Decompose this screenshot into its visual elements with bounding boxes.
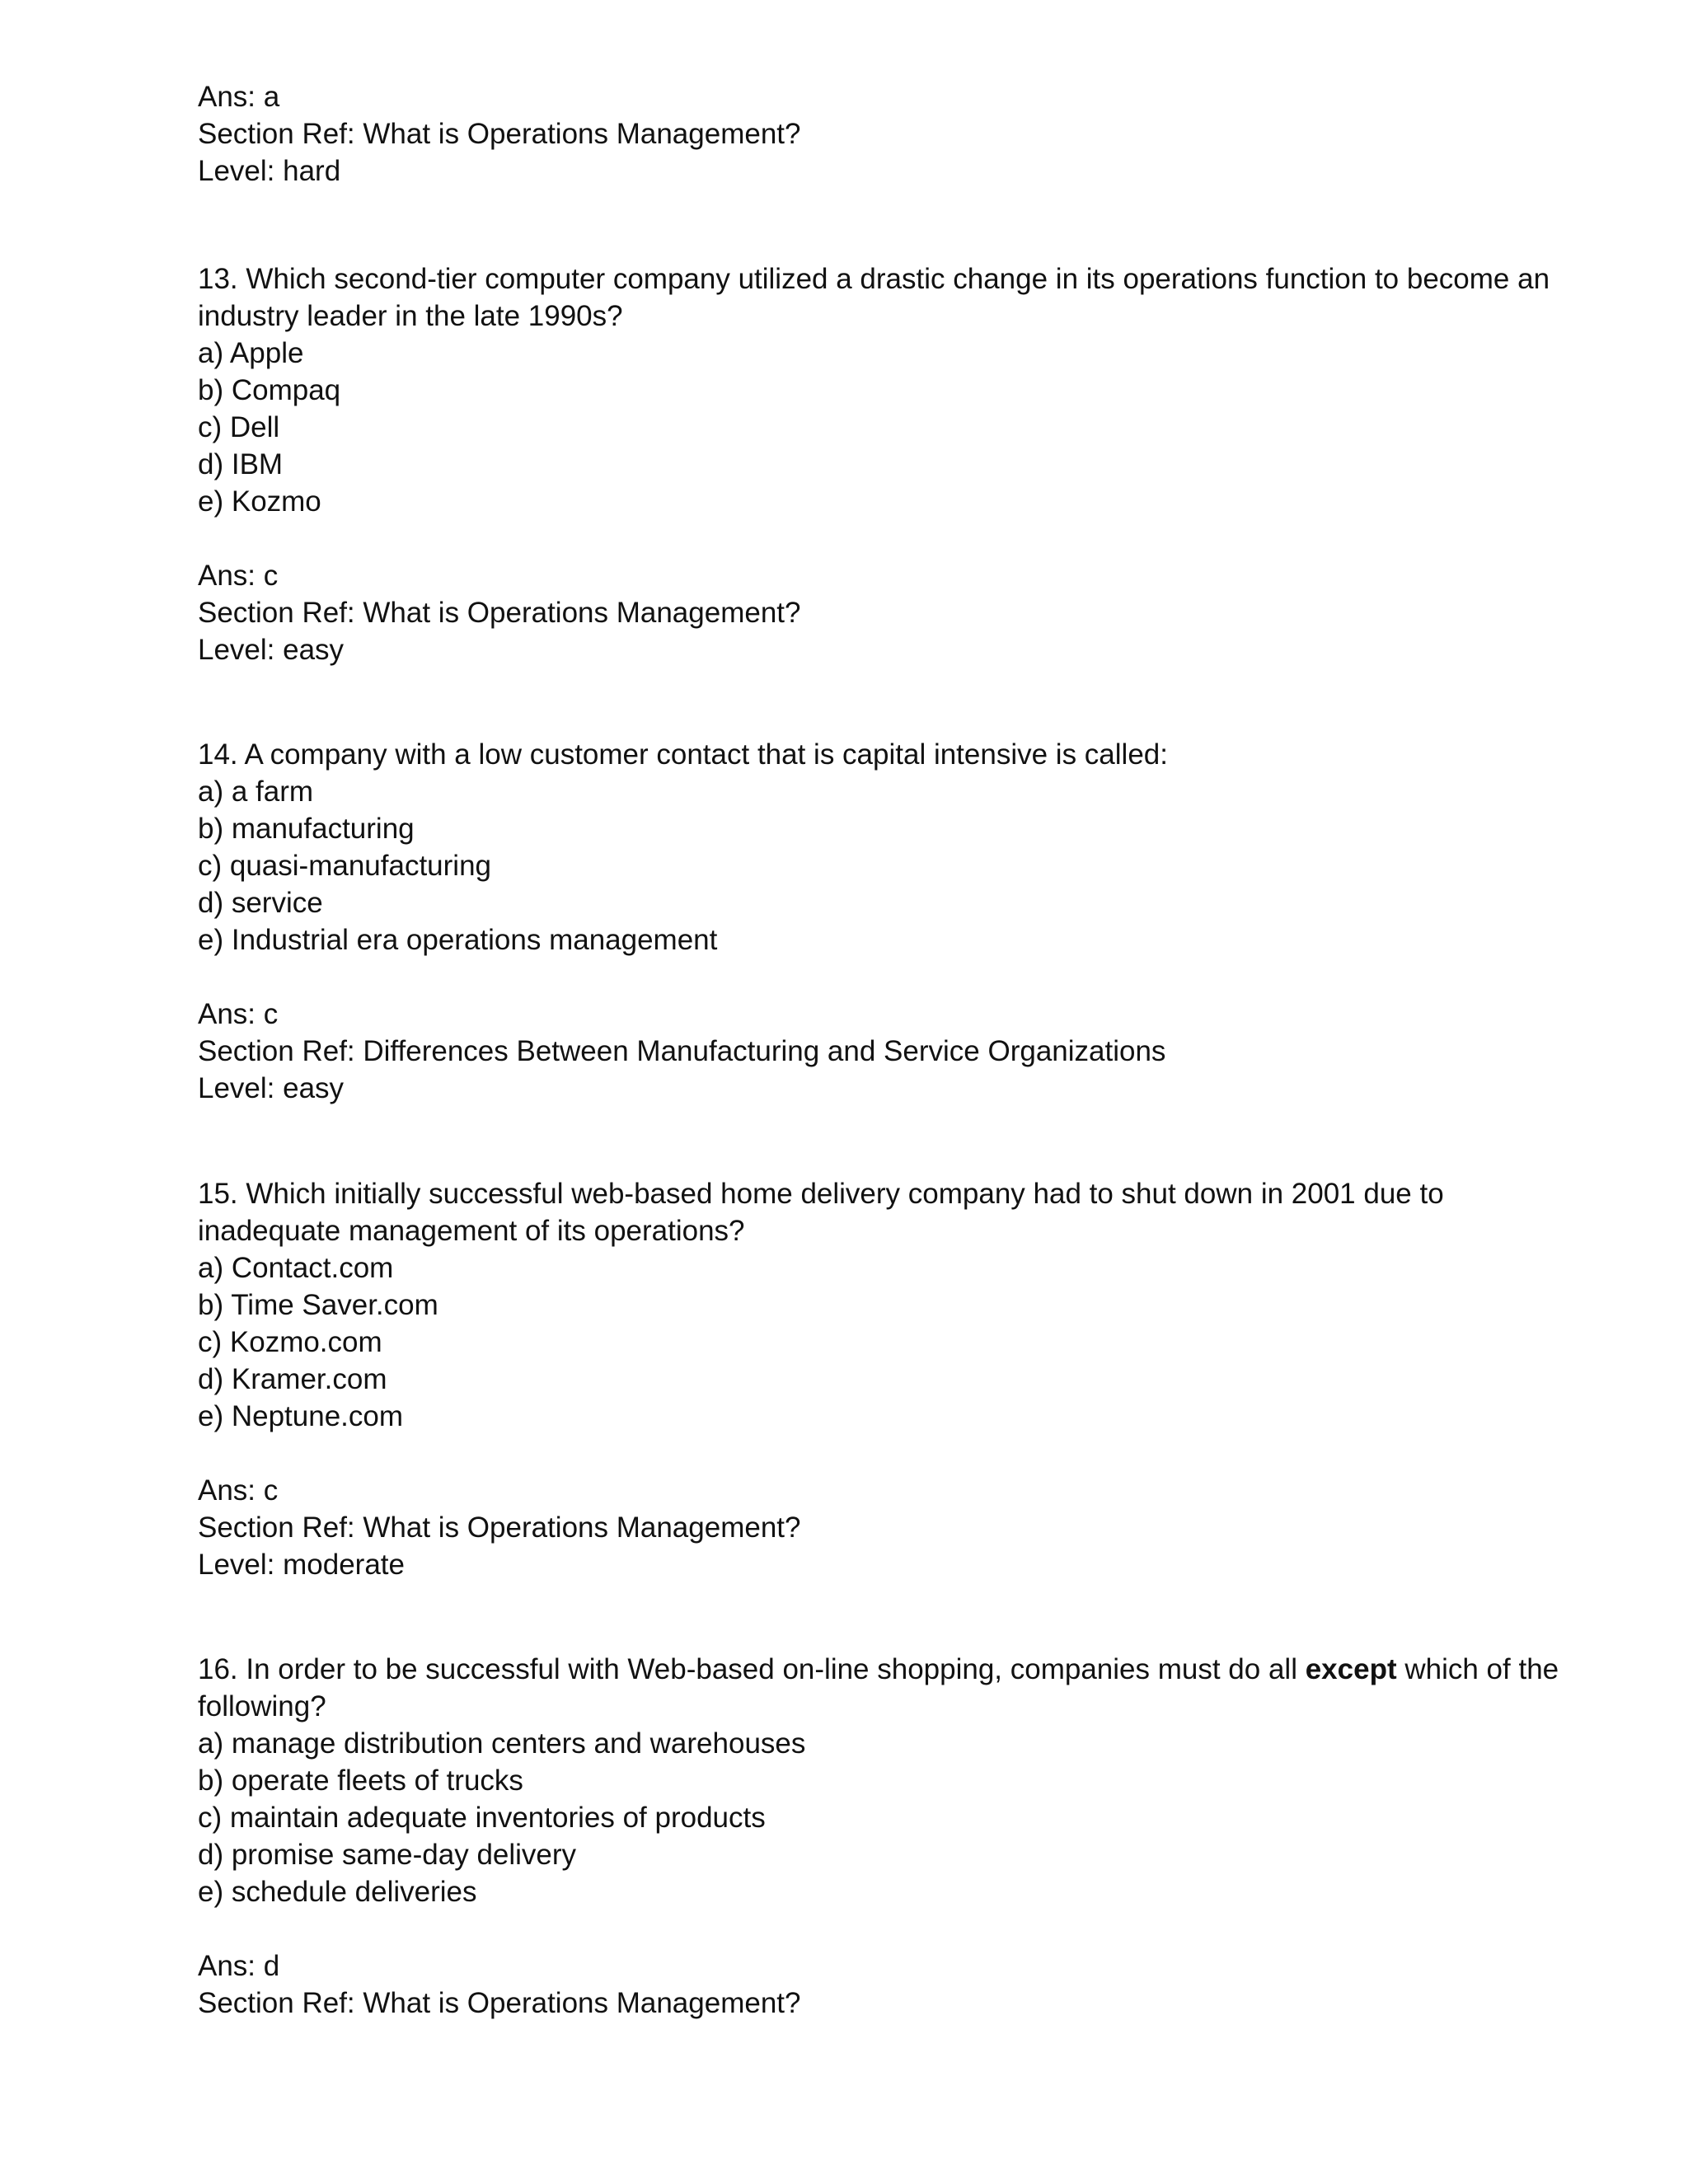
question-15 [198,1175,1444,1583]
section-ref: Section Ref: What is Operations Management? [198,1987,801,2019]
level-text: Level: easy [198,634,345,666]
option-e: e) Kozmo [198,485,321,518]
option-b: b) manufacturing [198,813,415,845]
question-text [198,1651,1559,1688]
question-13 [198,260,1550,668]
level-text: Level: hard [198,155,341,187]
section-ref: Section Ref: What is Operations Management? [198,1511,801,1544]
level-text: Level: easy [198,1072,345,1104]
option-b: b) operate fleets of trucks [198,1765,523,1797]
question-text: 14. A company with a low customer contact that is capital intensive is called: [198,738,1168,771]
option-e: e) schedule deliveries [198,1876,477,1908]
option-e: e) Industrial era operations management [198,924,718,956]
option-c: c) maintain adequate inventories of products [198,1802,766,1834]
q12-answer-block [198,78,800,190]
question-text-start: 16. In order to be successful with Web-based on-line shopping, companies must do all [198,1653,1306,1685]
option-a: a) Contact.com [198,1252,394,1284]
option-c: c) Kozmo.com [198,1326,382,1358]
answer-text: Ans: d [198,1950,280,1982]
answer-text: Ans: c [198,1474,279,1507]
option-d: d) IBM [198,448,284,480]
option-a: a) manage distribution centers and warehouses [198,1727,806,1760]
question-16 [198,1651,1559,2022]
option-d: d) promise same-day delivery [198,1839,577,1871]
section-ref: Section Ref: What is Operations Management? [198,118,801,150]
option-d: d) service [198,887,323,919]
question-text-cont: inadequate management of its operations? [198,1215,745,1247]
level-text: Level: moderate [198,1549,405,1581]
option-c: c) Dell [198,411,280,443]
question-text-end: which of the [1396,1653,1559,1685]
option-a: a) Apple [198,337,304,369]
answer-text: Ans: c [198,998,279,1030]
option-b: b) Compaq [198,374,341,406]
option-b: b) Time Saver.com [198,1289,438,1321]
answer-text: Ans: c [198,560,279,592]
option-d: d) Kramer.com [198,1363,387,1395]
option-a: a) a farm [198,776,314,808]
question-text-cont: following? [198,1690,326,1722]
emphasis-except: except [1305,1653,1397,1685]
option-e: e) Neptune.com [198,1400,404,1432]
question-text-cont: industry leader in the late 1990s? [198,300,623,332]
section-ref: Section Ref: What is Operations Management? [198,597,801,629]
option-c: c) quasi-manufacturing [198,850,491,882]
answer-text: Ans: a [198,81,280,113]
section-ref: Section Ref: Differences Between Manufacturing and Service Organizations [198,1035,1166,1067]
question-text: 15. Which initially successful web-based home delivery company had to shut down in 2001 due to [198,1178,1444,1210]
question-text: 13. Which second-tier computer company utilized a drastic change in its operations function to become an [198,263,1550,295]
question-14 [198,736,1168,1107]
